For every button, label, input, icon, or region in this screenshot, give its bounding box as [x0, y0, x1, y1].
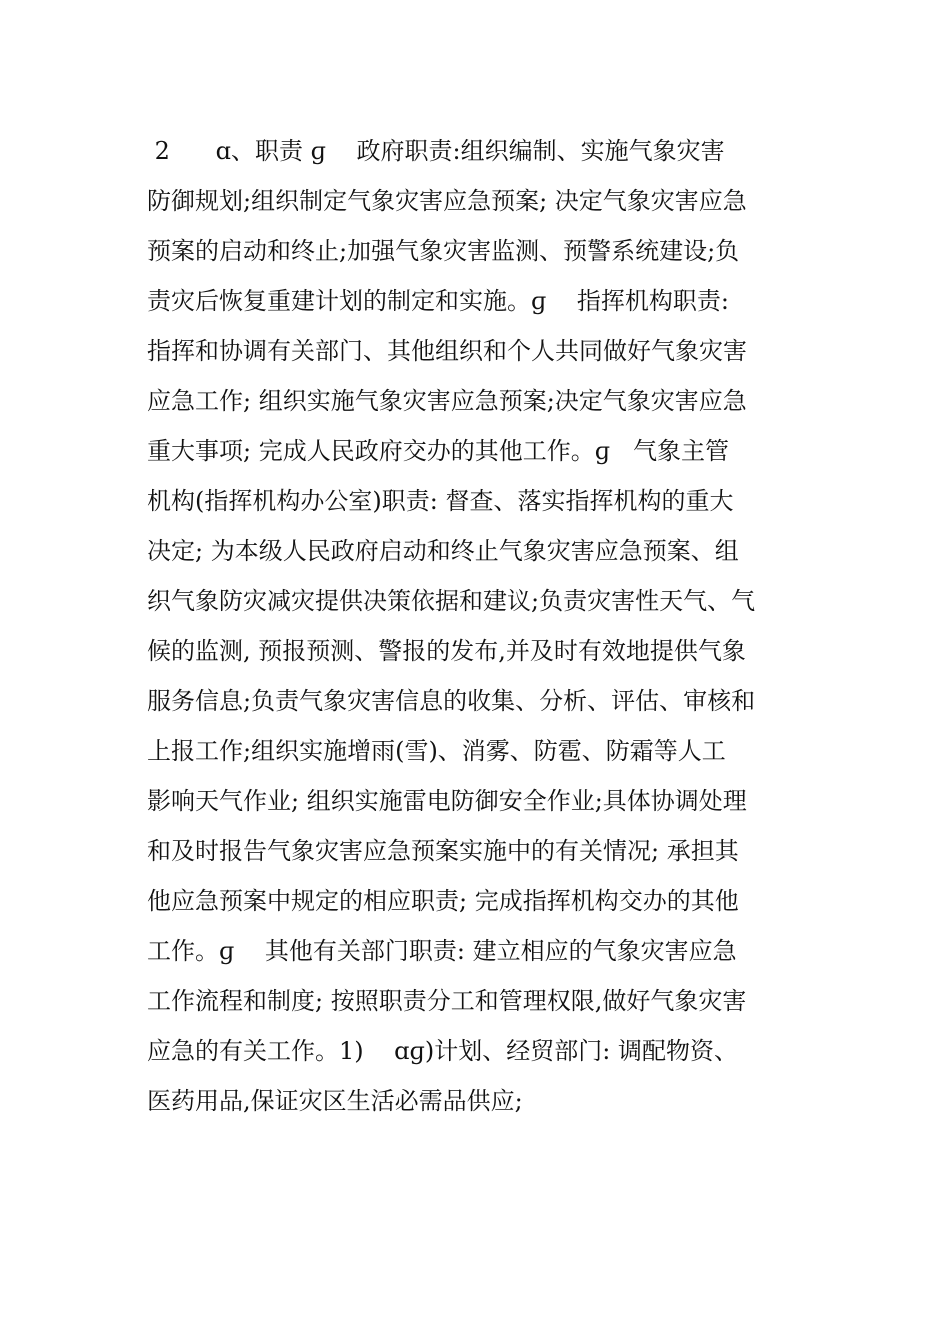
- text-line: 防御规划;组织制定气象灾害应急预案; 决定气象灾害应急: [147, 187, 747, 215]
- text-line: 工作流程和制度; 按照职责分工和管理权限,做好气象灾害: [147, 987, 747, 1015]
- text-line: 机构(指挥机构办公室)职责: 督查、落实指挥机构的重大: [147, 487, 734, 515]
- text-line: 候的监测, 预报预测、警报的发布,并及时有效地提供气象: [147, 637, 746, 665]
- text-line: 应急工作; 组织实施气象灾害应急预案;决定气象灾害应急: [147, 387, 747, 415]
- text-line: 医药用品,保证灾区生活必需品供应;: [147, 1087, 523, 1115]
- text-line: 决定; 为本级人民政府启动和终止气象灾害应急预案、组: [147, 537, 739, 565]
- text-line: 上报工作;组织实施增雨(雪)、消雾、防雹、防霜等人工: [147, 737, 726, 765]
- text-line: 责灾后恢复重建计划的制定和实施。ɡ 指挥机构职责:: [147, 287, 729, 315]
- text-line: 影响天气作业; 组织实施雷电防御安全作业;具体协调处理: [147, 787, 747, 815]
- text-line: 织气象防灾减灾提供决策依据和建议;负责灾害性天气、气: [147, 587, 756, 615]
- text-line: 2 ɑ、职责 ɡ 政府职责:组织编制、实施气象灾害: [147, 137, 725, 165]
- text-line: 应急的有关工作。1) ɑɡ)计划、经贸部门: 调配物资、: [147, 1037, 738, 1065]
- text-line: 他应急预案中规定的相应职责; 完成指挥机构交办的其他: [147, 887, 739, 915]
- text-line: 预案的启动和终止;加强气象灾害监测、预警系统建设;负: [147, 237, 740, 265]
- document-body: [147, 126, 827, 1126]
- text-line: 服务信息;负责气象灾害信息的收集、分析、评估、审核和: [147, 687, 756, 715]
- text-line: 和及时报告气象灾害应急预案实施中的有关情况; 承担其: [147, 837, 739, 865]
- text-line: 工作。ɡ 其他有关部门职责: 建立相应的气象灾害应急: [147, 937, 737, 965]
- text-line: 指挥和协调有关部门、其他组织和个人共同做好气象灾害: [147, 337, 747, 365]
- text-line: 重大事项; 完成人民政府交办的其他工作。ɡ 气象主管: [147, 437, 729, 465]
